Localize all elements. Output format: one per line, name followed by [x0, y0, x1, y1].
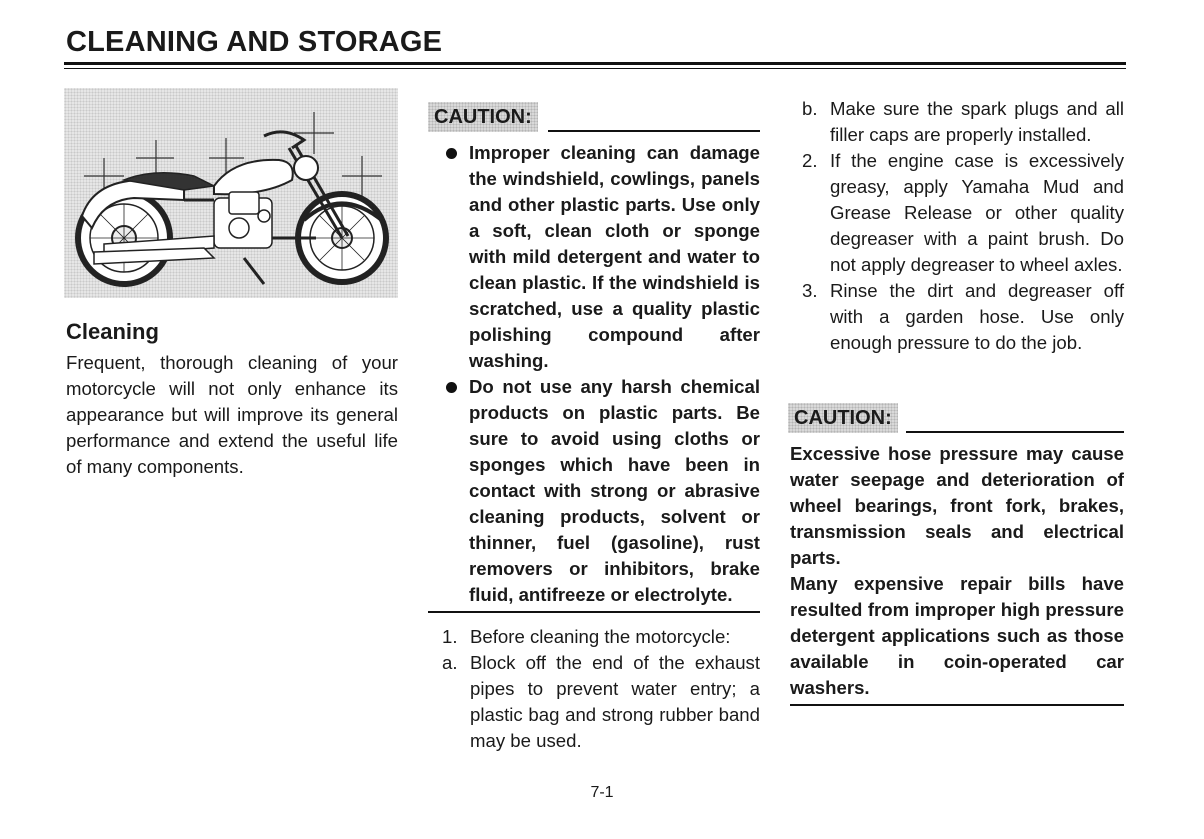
- title-rule: [64, 62, 1126, 65]
- title-rule-thin: [64, 68, 1126, 69]
- caution-text: [790, 441, 1124, 701]
- caution-end-rule: [428, 611, 760, 613]
- intro-paragraph: Frequent, thorough cleaning of your motorcycle will not only enhance its appearance but will improve its general performance and extend the useful life of many components.: [66, 352, 398, 477]
- step-text: Make sure the spark plugs and all filler caps are properly installed.: [830, 98, 1124, 145]
- caution-heading: [428, 102, 538, 132]
- step-text: Block off the end of the exhaust pipes to prevent water entry; a plastic bag and strong rubber band may be used.: [470, 652, 760, 751]
- step-marker: b.: [802, 98, 818, 119]
- caution-end-rule: [790, 704, 1124, 706]
- step-marker: 1.: [442, 626, 458, 647]
- step-text: If the engine case is excessively greasy, apply Yamaha Mud and Grease Release or other quality degreaser with a paint brush. Do not apply degreaser to wheel axles.: [830, 150, 1124, 275]
- caution-rule: [906, 431, 1124, 433]
- motorcycle-illustration: [64, 88, 398, 298]
- steps-list-part1: [442, 624, 760, 754]
- section-heading: Cleaning: [66, 319, 159, 344]
- page-title: CLEANING AND STORAGE: [66, 26, 443, 58]
- step-marker: 3.: [802, 280, 818, 301]
- step-item: [442, 624, 760, 650]
- step-marker: a.: [442, 652, 458, 673]
- caution-bullet-list: [444, 140, 760, 608]
- bullet-text: Improper cleaning can damage the windshield, cowlings, panels and other plastic parts. Use only a soft, clean cloth or sponge with mild detergent and water to clean plastic. If the windshield is scratched, use a quality plastic polishing compound after washing.: [469, 142, 760, 371]
- step-item: [802, 278, 1124, 356]
- bullet-icon: [446, 148, 457, 159]
- caution-paragraph: Excessive hose pressure may cause water seepage and deterioration of wheel bearings, front fork, brakes, transmission seals and electrical parts.: [790, 443, 1124, 568]
- step-item: [802, 96, 1124, 148]
- step-item: [802, 148, 1124, 278]
- step-marker: 2.: [802, 150, 818, 171]
- caution-rule: [548, 130, 760, 132]
- bullet-text: Do not use any harsh chemical products on plastic parts. Be sure to avoid using cloths or sponges which have been in contact with strong or abrasive cleaning products, solvent or thinner, fuel (gasoline), rust removers or inhibitors, brake fluid, antifreeze or electrolyte.: [469, 376, 760, 605]
- step-item: [442, 650, 760, 754]
- caution-paragraph: Many expensive repair bills have resulted from improper high pressure detergent applications such as those available in coin-operated car washers.: [790, 573, 1124, 698]
- caution-bullet: [444, 374, 760, 608]
- caution-label: CAUTION:: [428, 102, 538, 132]
- caution-bullet: [444, 140, 760, 374]
- bullet-icon: [446, 382, 457, 393]
- caution-label: CAUTION:: [788, 403, 898, 433]
- steps-list-part2: [802, 96, 1124, 356]
- motorcycle-icon: [64, 88, 398, 298]
- caution-heading: [788, 403, 898, 433]
- page-number: 7-1: [590, 784, 614, 801]
- cleaning-section: [66, 318, 398, 480]
- step-text: Before cleaning the motorcycle:: [470, 626, 731, 647]
- step-text: Rinse the dirt and degreaser off with a garden hose. Use only enough pressure to do the job.: [830, 280, 1124, 353]
